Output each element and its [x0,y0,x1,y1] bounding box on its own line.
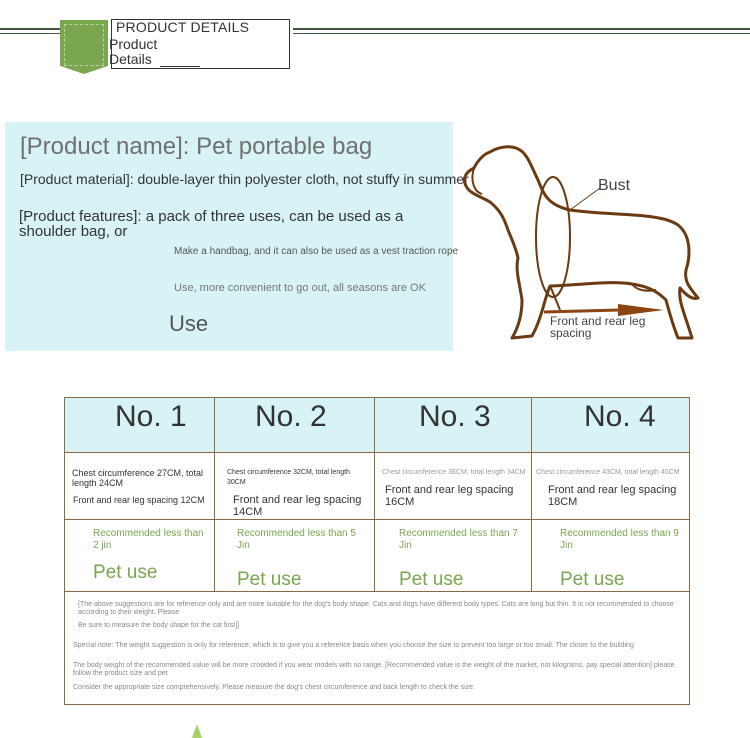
pet-use-label: Pet use [560,569,625,590]
size-notes-row [65,592,690,705]
header-subtitle-1: Product [109,36,158,52]
note-text: Be sure to measure the body shape for the cat first]] [78,622,240,629]
size-header-cell [375,398,532,453]
size-notes-cell [65,592,690,705]
leg-spacing-text: Front and rear leg spacing 14CM [233,494,362,518]
size-number: No. 3 [419,400,491,433]
weight-recommendation: Recommended less than 5 Jin [237,528,356,551]
pet-use-label: Pet use [399,569,464,590]
size-measure-cell [215,453,375,520]
header-rule-left-thin [0,33,62,34]
chest-length-text: Chest circumference 27CM, total length 24CM [72,468,204,488]
product-name: [Product name]: Pet portable bag [20,133,373,160]
size-number: No. 2 [255,400,327,433]
product-use-line: Use, more convenient to go out, all seasons are OK [174,282,426,294]
size-measure-cell [375,453,532,520]
size-measure-cell [65,453,215,520]
note-text: [The above suggestions are for reference only and are more suitable for the dog's body shape. Cats and dogs have different body types. Cats are long but thin. It is not recommended to choose according to their weight. Please [78,601,674,616]
size-measure-row [65,453,690,520]
weight-recommendation: Recommended less than 2 jin [93,528,204,551]
header-subtitle-2: Details [109,51,152,67]
product-handbag-line: Make a handbag, and it can also be used as a vest traction rope [174,246,459,257]
header-rule-left [0,28,62,30]
header-rule-right-thin [293,33,750,34]
size-recommend-cell [532,520,690,592]
header-tag-badge [60,20,108,74]
product-material: [Product material]: double-layer thin polyester cloth, not stuffy in summer [20,171,469,187]
weight-recommendation: Recommended less than 7 Jin [399,528,518,551]
header-title: PRODUCT DETAILS [116,19,250,35]
header-underline [160,66,200,67]
leg-spacing-label [550,315,645,339]
leg-spacing-label-line1: Front and rear leg [550,314,646,328]
size-number: No. 4 [584,400,656,433]
size-number: No. 1 [115,400,187,433]
leg-spacing-text: Front and rear leg spacing 12CM [73,495,205,505]
size-header-cell [65,398,215,453]
product-use-label: Use [169,311,209,336]
size-recommend-cell [375,520,532,592]
size-recommend-cell [215,520,375,592]
header-rule-right [293,28,750,30]
size-measure-cell [532,453,690,520]
note-text: Special note: The weight suggestion is only for reference, which is to give you a reference basis when you choose the size to prevent too large or too small. The closer to the building [73,642,634,649]
note-text: Consider the appropriate size comprehensively. Please measure the dog's chest circumference and back length to check the size. [73,684,475,691]
weight-recommendation: Recommended less than 9 Jin [560,528,679,551]
leg-spacing-text: Front and rear leg spacing 16CM [385,484,514,508]
size-recommend-row [65,520,690,592]
size-table [64,397,690,705]
pet-use-label: Pet use [93,562,158,583]
size-header-cell [215,398,375,453]
pet-use-label: Pet use [237,569,302,590]
bust-label: Bust [598,177,631,194]
size-header-row [65,398,690,453]
chest-length-text: Chest circumference 36CM, total length 34CM [382,469,526,476]
leg-spacing-text: Front and rear leg spacing 18CM [548,484,677,508]
leg-spacing-label-line2: spacing [550,326,592,340]
chest-length-text: Chest circumference 43CM, total length 40CM [536,469,680,476]
product-features: [Product features]: a pack of three uses, can be used as a shoulder bag, or [19,208,404,240]
size-header-cell [532,398,690,453]
chest-length-text: Chest circumference 32CM, total length 30CM [227,469,350,486]
note-text: The body weight of the recommended value will be more crowded if you wear models with no range. [Recommended value is the weight of the market, not kilograms, pay special attention] please follow the product size and pet [73,662,675,677]
size-recommend-cell [65,520,215,592]
